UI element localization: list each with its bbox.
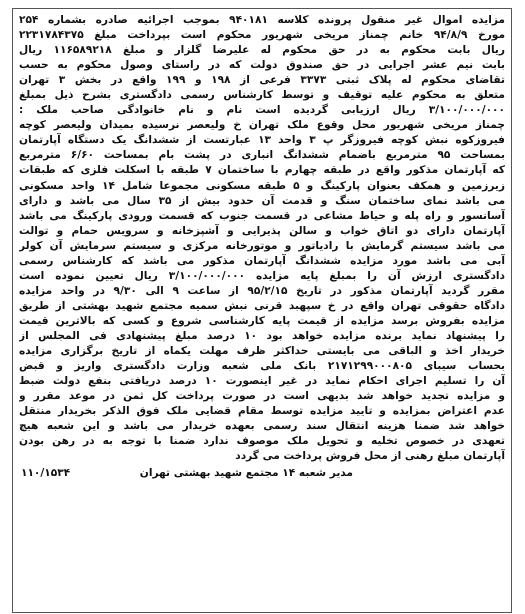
notice-line: خریدار اخذ و الباقی می بایستی حداکثر ظرف مهلت یکماه از تاریخ برگزاری مزایده	[19, 345, 505, 358]
notice-line: می باشد نمای ساختمان سنگ و قدمت آن حدود بیش از ۳۵ سال می باشد و دارای	[19, 194, 505, 207]
notice-line: می باشد سیستم گرمایش با رادیاتور و موتورخانه مرکزی و سیستم سرمایش آن کولر	[19, 239, 505, 252]
notice-line: که آپارتمان مذکور واقع در طبقه چهارم با ساختمان ۷ طبقه با اسکلت فلزی که طبقات	[19, 164, 505, 177]
notice-line: خواهد شد ضمنا هزینه انتقال سند رسمی بعهده خریدار می باشد و این شعبه هیچ	[19, 420, 505, 433]
notice-line: ریال بابت محکوم به در حق محکوم له علیرضا گلزار و مبلغ ۱۱۶۵۸۹۲۱۸ ریال	[19, 44, 505, 57]
notice-line: دادگستری ارزش آن را بمبلغ پایه مزایده ۳/۱۰۰/۰۰۰/۰۰۰ ریال تعیین نموده است	[19, 269, 505, 282]
notice-line: مزایده اموال غیر منقول پرونده کلاسه ۹۴۰۱۸۱ بموجب اجرائیه صادره بشماره ۲۵۴	[19, 14, 505, 26]
notice-line: متعلق به محکوم علیه توقیف و توسط کارشناس رسمی دادگستری بشرح ذیل بمبلغ	[19, 89, 505, 102]
notice-line: تقاضای محکوم له پلاک ثبتی ۳۳۷۳ فرعی از ۱۹۸ و ۱۹۹ واقع در بخش ۳ تهران	[19, 74, 505, 87]
notice-line: آن را تسلیم اجرای احکام نماید در غیر اینصورت ۱۰ درصد دریافتی بنفع دولت ضبط	[19, 375, 505, 388]
notice-line: آسانسور و راه پله و حیاط مشاعی در قسمت جنوب که قسمت ورودی پارکینگ می باشد	[19, 209, 505, 222]
notice-line: مقرر گردید آپارتمان مذکور در تاریخ ۹۵/۲/۱۵ از ساعت ۹ الی ۹/۳۰ در واحد مزایده	[19, 284, 505, 297]
notice-line: و مزایده تجدید خواهد شد بدیهی است در صورت پرداخت کل ثمن در موعد مقرر و	[19, 390, 505, 403]
notice-line: عدم اعتراض بمزایده و تایید مزایده توسط مقام قضایی ملک فوق الذکر بخریدار منتقل	[19, 405, 505, 418]
notice-footer	[19, 467, 505, 479]
notice-line: زیرزمین و همکف بعنوان پارکینگ و ۵ طبقه مسکونی مجموعا شامل ۱۴ واحد مسکونی	[19, 179, 505, 192]
notice-line: دادگاه حقوقی تهران واقع در خ سپهبد قرنی نبش سمیه مجتمع شهید بهشتی از طریق	[19, 299, 505, 312]
notice-code: ۱۱۰/۱۵۳۴	[21, 467, 71, 480]
signature-line: مدیر شعبه ۱۴ مجتمع شهید بهشتی تهران	[139, 467, 353, 480]
notice-line: چمناز مریخی شهریور محل وقوع ملک تهران خ ولیعصر نرسیده بمیدان ولیعصر کوچه	[19, 119, 505, 132]
notice-line: ۳/۱۰۰/۰۰۰/۰۰۰ ریال ارزیابی گردیده است نام و نام خانوادگی صاحب ملک :	[19, 104, 505, 117]
notice-line: آپارتمان دارای دو اتاق خواب و سالن پذیرایی و آشپزخانه و سرویس حمام و توالت	[19, 224, 505, 237]
notice-line: بحساب سیبای ۲۱۷۱۲۹۹۰۰۰۸۰۵ بانک ملی شعبه وزارت دادگستری واریز و قبض	[19, 360, 505, 373]
notice-line: بابت نیم عشر اجرایی در حق صندوق دولت که در راستای وصول محکوم به حسب	[19, 59, 505, 72]
notice-line: بمساحت ۹۵ مترمربع باضمام ششدانگ انباری در پشت بام بمساحت ۶/۶۰ مترمربع	[19, 149, 505, 162]
notice-line: آپارتمان مبلغ رهنی از محل فروش پرداخت می گردد	[235, 450, 505, 463]
notice-line: تعهدی در خصوص تخلیه و تحویل ملک موصوف ندارد ضمنا با توجه به در رهن بودن	[19, 435, 505, 448]
notice-line: آبی می باشد مورد مزایده ششدانگ آپارتمان مذکور می باشد که کارشناس رسمی	[19, 254, 505, 267]
notice-body	[19, 13, 505, 464]
notice-line: را پیشنهاد نماید برنده مزایده خواهد بود ۱۰ درصد مبلغ پیشنهادی فی المجلس از	[19, 329, 505, 342]
notice-line: فیروزکوه نبش کوچه فیروزگر پ ۳ واحد ۱۳ عبارتست از ششدانگ یک دستگاه آپارتمان	[19, 134, 505, 147]
notice-line: مزایده بفروش برسد مزایده از قیمت پایه کارشناسی شروع و کسی که بالاترین قیمت	[19, 314, 505, 327]
legal-notice	[12, 8, 512, 613]
notice-line: مورخ ۹۴/۸/۹ خانم چمناز مریخی شهریور محکوم است بپرداخت مبلغ ۲۲۳۱۷۸۴۳۷۵	[19, 29, 505, 42]
